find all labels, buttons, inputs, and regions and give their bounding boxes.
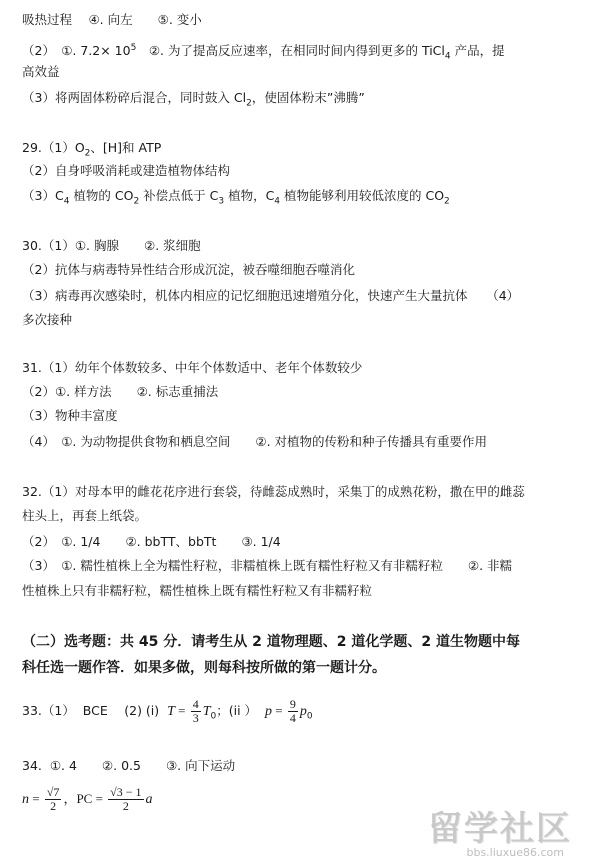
q34-formula: n = $\frac{√7}{2}$ ，PC = $\frac{√3 - 1}{2}$ a bbox=[22, 785, 153, 813]
line-11: 多次接种 bbox=[22, 312, 73, 327]
line-14: （3）物种丰富度 bbox=[22, 408, 118, 423]
line-18: （2） ①. 1/4 ②. bbTT、bbTt ③. 1/4 bbox=[22, 534, 281, 549]
section-heading-line-2: 科任选一题作答．如果多做，则每科按所做的第一题计分。 bbox=[22, 660, 386, 676]
line-10: （3）病毒再次感染时，机体内相应的记忆细胞迅速增殖分化，快速产生大量抗体 （4） bbox=[22, 288, 520, 303]
line-16: 32.（1）对母本甲的雌花花序进行套袋，待雌蕊成熟时，采集丁的成熟花粉，撒在甲的雌蕊 bbox=[22, 484, 525, 499]
watermark-url: bbs.liuxue86.com bbox=[466, 846, 564, 859]
fraction-9-4: $\frac{9}{4}$ bbox=[289, 697, 296, 725]
q34-answer: 34. ①. 4 ②. 0.5 ③. 向下运动 bbox=[22, 758, 236, 773]
line-09: （2）抗体与病毒特异性结合形成沉淀，被吞噬细胞吞噬消化 bbox=[22, 262, 355, 277]
fraction-4-3: $\frac{4}{3}$ bbox=[192, 697, 199, 725]
line-15: （4） ①. 为动物提供食物和栖息空间 ②. 对植物的传粉和种子传播具有重要作用 bbox=[22, 434, 488, 449]
section-heading-line-1: （二）选考题：共 45 分．请考生从 2 道物理题、2 道化学题、2 道生物题中每 bbox=[22, 634, 520, 650]
line-04: （3）将两固体粉碎后混合，同时鼓入 $Cl_2$，使固体粉末”沸腾” bbox=[22, 90, 365, 109]
line-01: 吸热过程 ④. 向左 ⑤. 变小 bbox=[22, 12, 202, 27]
site-watermark bbox=[410, 801, 580, 859]
line-06: （2）自身呼吸消耗或建造植物体结构 bbox=[22, 163, 230, 178]
watermark-logo-text: 留学社区 bbox=[428, 809, 572, 849]
line-17: 柱头上，再套上纸袋。 bbox=[22, 508, 148, 523]
line-03: 高效益 bbox=[22, 64, 60, 79]
fraction-sqrt3-1-2: $\frac{√3 - 1}{2}$ bbox=[110, 785, 142, 813]
fraction-sqrt7-2: $\frac{√7}{2}$ bbox=[46, 785, 60, 813]
line-05: $29.(1)O_2$、[H]和 ATP bbox=[22, 140, 162, 159]
line-20: 性植株上只有非糯籽粒，糯性植株上既有糯性籽粒又有非糯籽粒 bbox=[22, 583, 373, 598]
line-13: （2）①. 样方法 ②. 标志重捕法 bbox=[22, 384, 219, 399]
line-02: （2） ①. $7.2\times 10^5$ ②. 为了提高反应速率，在相同时间内得到更多的 TiCl$_4$ 产品，提 bbox=[22, 43, 505, 62]
line-19: （3） ①. 糯性植株上全为糯性籽粒，非糯植株上既有糯性籽粒又有非糯籽粒 ②. 非糯 bbox=[22, 558, 513, 573]
line-12: 31.（1）幼年个体数较多、中年个体数适中、老年个体数较少 bbox=[22, 360, 363, 375]
line-08: 30.（1）①. 胸腺 ②. 浆细胞 bbox=[22, 238, 201, 253]
line-07: $(3)C_4$ 植物的 $CO_2$ 补偿点低于 $C_3$ 植物，$C_4$ 植物能够利用较低浓度的 $CO_2$ bbox=[22, 188, 450, 207]
q33-answer: 33.（1） BCE (2) (i) T = $\frac{4}{3}$ $T_0$；(ii ） p = $\frac{9}{4}$ $p_0$ bbox=[22, 697, 313, 725]
